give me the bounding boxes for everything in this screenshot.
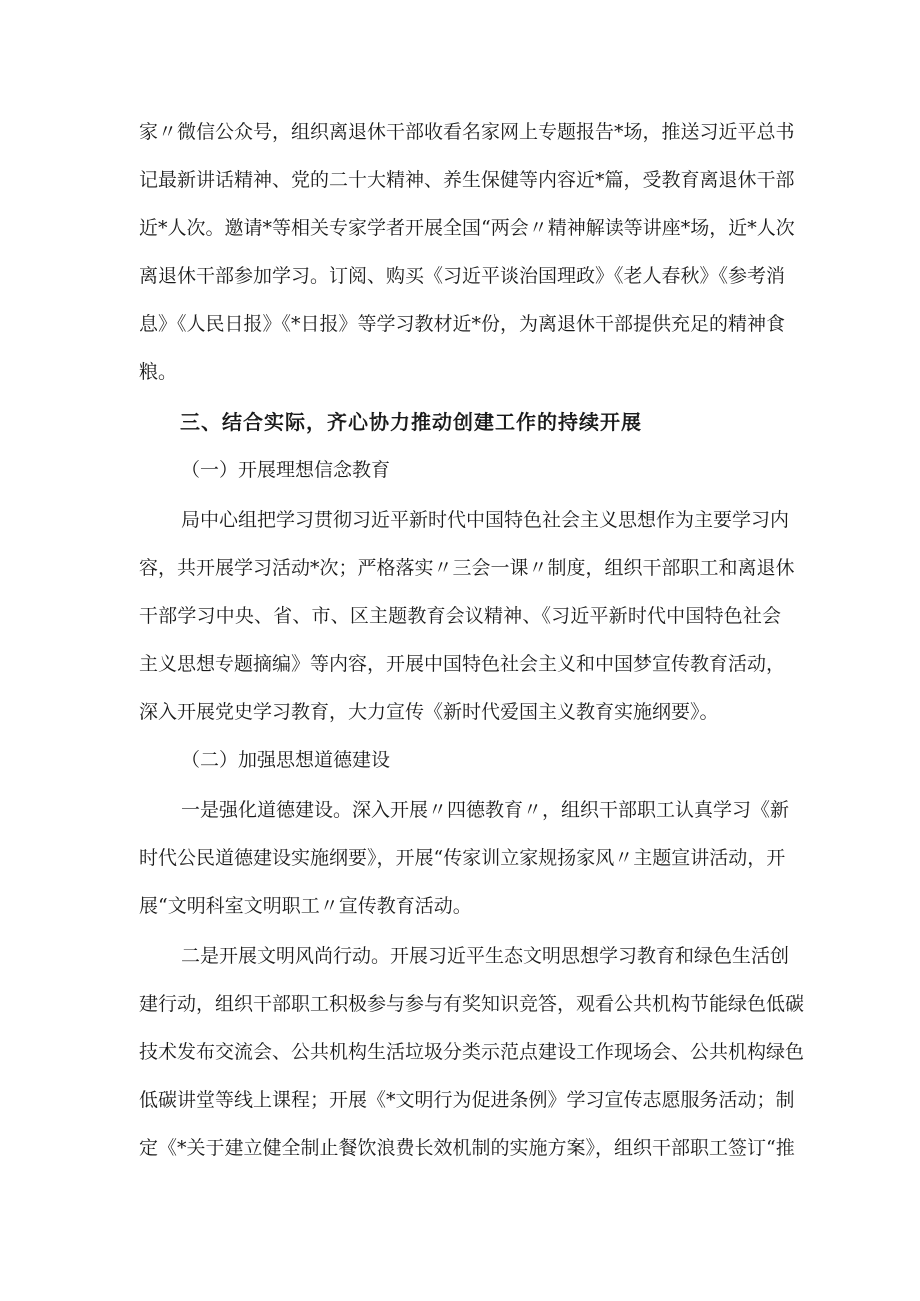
paragraph-line: 家〃微信公众号，组织离退休干部收看名家网上专题报告*场，推送习近平总书 bbox=[139, 121, 795, 143]
paragraph-line: 低碳讲堂等线上课程；开展《*文明行为促进条例》学习宣传志愿服务活动；制 bbox=[139, 1089, 795, 1111]
paragraph-line: 近*人次。邀请*等相关专家学者开展全国“两会〃精神解读等讲座*场，近*人次 bbox=[139, 217, 795, 239]
paragraph-line: 容，共开展学习活动*次；严格落实〃三会一课〃制度，组织干部职工和离退休 bbox=[139, 557, 795, 579]
paragraph-line: 建行动，组织干部职工积极参与参与有奖知识竞答，观看公共机构节能绿色低碳 bbox=[139, 993, 805, 1015]
paragraph-line: 息》《人民日报》《*日报》等学习教材近*份，为离退休干部提供充足的精神食 bbox=[139, 313, 786, 335]
section-heading: 三、结合实际，齐心协力推动创建工作的持续开展 bbox=[180, 410, 642, 434]
paragraph-line: 二是开展文明风尚行动。开展习近平生态文明思想学习教育和绿色生活创 bbox=[181, 945, 790, 967]
paragraph-line: 时代公民道德建设实施纲要》，开展“传家训立家规扬家风〃主题宣讲活动，开 bbox=[139, 847, 786, 869]
paragraph-line: 记最新讲话精神、党的二十大精神、养生保健等内容近*篇，受教育离退休干部 bbox=[139, 169, 795, 191]
paragraph-line: 一是强化道德建设。深入开展〃四德教育〃，组织干部职工认真学习《新 bbox=[181, 799, 790, 821]
subsection-title: （二）加强思想道德建设 bbox=[181, 749, 391, 771]
paragraph-line: 深入开展党史学习教育，大力宣传《新时代爱国主义教育实施纲要》。 bbox=[139, 701, 719, 723]
paragraph-line: 局中心组把学习贯彻习近平新时代中国特色社会主义思想作为主要学习内 bbox=[181, 509, 790, 531]
subsection-title: （一）开展理想信念教育 bbox=[181, 459, 391, 481]
paragraph-line: 主义思想专题摘编》等内容，开展中国特色社会主义和中国梦宣传教育活动， bbox=[139, 653, 786, 675]
paragraph-line: 干部学习中央、省、市、区主题教育会议精神、《习近平新时代中国特色社会 bbox=[139, 605, 781, 627]
paragraph-line: 展“文明科室文明职工〃宣传教育活动。 bbox=[139, 895, 472, 917]
paragraph-line: 技术发布交流会、公共机构生活垃圾分类示范点建设工作现场会、公共机构绿色 bbox=[139, 1041, 805, 1063]
paragraph-line: 定《*关于建立健全制止餐饮浪费长效机制的实施方案》，组织干部职工签订“推 bbox=[139, 1137, 795, 1159]
paragraph-line: 离退休干部参加学习。订阅、购买《习近平谈治国理政》《老人春秋》《参考消 bbox=[139, 265, 786, 287]
paragraph-line: 粮。 bbox=[139, 361, 178, 383]
